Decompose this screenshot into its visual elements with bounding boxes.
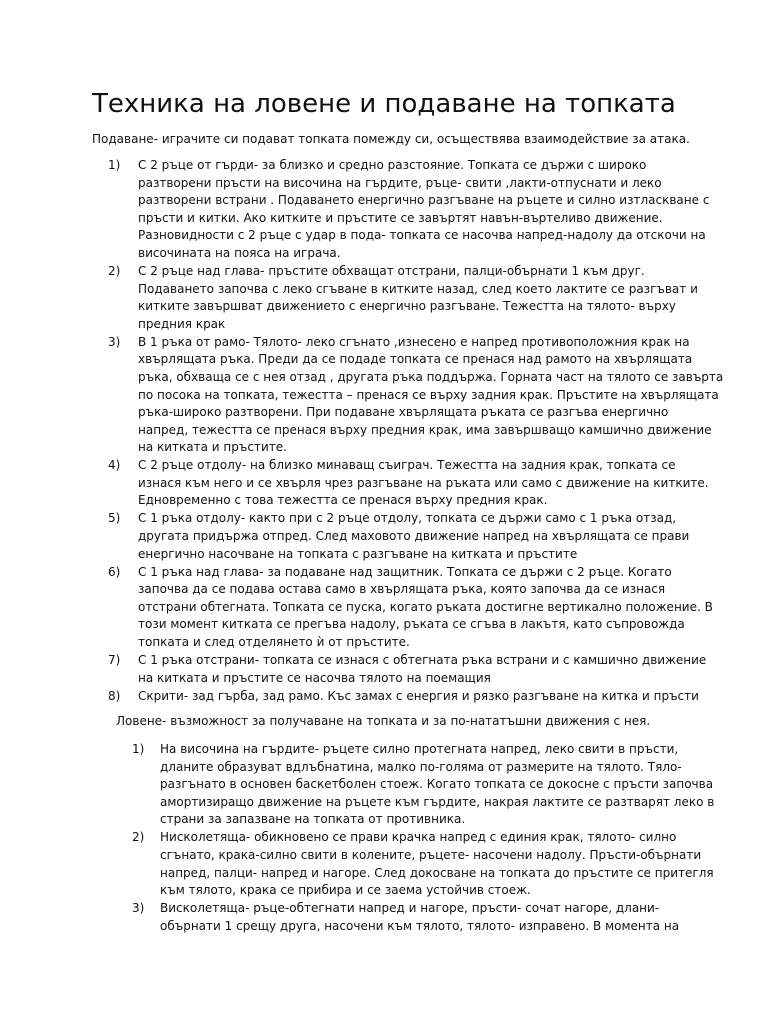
text-line: ръка, обхваща се с нея отзад , другата ръка поддържа. Горната част на тялото се завърта xyxy=(138,369,724,384)
text-line: Подаването започва с леко сгъване в китките назад, след което лактите се разгъват и xyxy=(138,281,698,296)
text-line: Скрити- зад гърба, зад рамо. Къс замах с енергия и рязко разгъване на китка и пръсти xyxy=(138,688,699,703)
text-line: височината на пояса на играча. xyxy=(138,245,341,260)
list-item-number: 8) xyxy=(108,688,121,703)
catching-list xyxy=(132,741,715,936)
text-line: сгънато, крака-силно свити в колените, ръцете- насочени надолу. Пръсти-обърнати xyxy=(160,847,702,862)
text-line: дланите образуват вдлъбнатина, малко по-голяма от размерите на тялото. Тяло- xyxy=(160,759,682,774)
list-item xyxy=(108,157,710,263)
text-line: напред, палци- напред и нагоре. След докосване на топката до пръстите се притегля xyxy=(160,865,714,880)
list-item-number: 2) xyxy=(132,830,145,845)
list-item xyxy=(108,457,709,510)
catching-intro: Ловене- възможност за получаване на топката и за по-нататъшни движения с нея. xyxy=(116,714,651,728)
list-item-text xyxy=(138,334,724,457)
list-item-text xyxy=(138,564,713,652)
list-item xyxy=(108,688,699,706)
text-line: изнася към него и се хвърля чрез разгъване на ръката или само с движение на китките. xyxy=(138,475,709,490)
text-line: този момент китката се прегъва надолу, ръката се сгъва в лакътя, като съпровожда xyxy=(138,617,685,632)
text-line: Нисколетяща- обикновено се прави крачка напред с единия крак, тялото- силно xyxy=(160,830,677,845)
list-item-text xyxy=(160,900,692,935)
list-item-number: 2) xyxy=(108,263,121,278)
text-line: Разновидности с 2 ръце с удар в пода- топката се насочва напред-надолу да отскочи на xyxy=(138,228,706,243)
list-item xyxy=(132,741,715,829)
list-item xyxy=(108,510,688,563)
text-line: На височина на гърдите- ръцете силно протегната напред, леко свити в пръсти, xyxy=(160,742,679,756)
text-line: С 1 ръка отдолу- както при с 2 ръце отдолу, топката се държи само с 1 ръка отзад, xyxy=(138,511,677,526)
list-item xyxy=(108,564,713,652)
list-item-number: 1) xyxy=(108,158,121,172)
list-item-text xyxy=(138,157,710,263)
list-item xyxy=(132,829,714,899)
text-line: В 1 ръка от рамо- Тялото- леко сгънато ,изнесено е напред противоположния крак на xyxy=(138,334,690,349)
text-line: китките завършват движението с енергично разгъване. Тежестта на тялото- върху xyxy=(138,299,676,314)
passing-intro: Подаване- играчите си подават топката помежду си, осъществява взаимодействие за атака. xyxy=(92,132,690,146)
list-item-text xyxy=(138,263,698,333)
text-line: пръсти и китки. Ако китките и пръстите се завъртят навън-въртеливо движение. xyxy=(138,210,663,225)
text-line: Едновременно с това тежестта се пренася върху предния крак. xyxy=(138,493,548,508)
text-line: С 2 ръце над глава- пръстите обхващат отстрани, палци-обърнати 1 към друг. xyxy=(138,263,645,278)
text-line: разтворени встрани . Подаването енергично разгъване на ръцете и силно изтласкване с xyxy=(138,193,710,208)
text-line: С 2 ръце отдолу- на близко минаващ съиграч. Тежестта на задния крак, топката се xyxy=(138,458,676,473)
text-line: С 1 ръка отстрани- топката се изнася с обтегната ръка встрани и с камшично движение xyxy=(138,652,707,667)
list-item-text xyxy=(138,652,707,687)
list-item xyxy=(108,334,724,457)
list-item-text xyxy=(138,457,709,510)
text-line: към тялото, крака се прибира и се заема устойчив стоеж. xyxy=(160,883,531,898)
list-item-number: 5) xyxy=(108,511,121,526)
passing-list xyxy=(108,157,724,706)
list-item-text xyxy=(160,741,715,829)
text-line: хвърлящата ръка. Преди да се подаде топката се пренася над рамото на хвърлящата xyxy=(138,352,693,367)
text-line: ръка-широко разтворени. При подаване хвърлящата ръката се разгъва енергично xyxy=(138,405,669,420)
list-item xyxy=(108,652,707,687)
text-line: С 2 ръце от гърди- за близко и средно разстояние. Топката се държи с широко xyxy=(138,158,647,172)
list-item-number: 3) xyxy=(132,901,145,916)
text-line: напред, тежестта се пренася върху предния крак, има завършващо камшично движение xyxy=(138,422,712,437)
text-line: предния крак xyxy=(138,316,226,331)
list-item-number: 3) xyxy=(108,334,121,349)
list-item-text xyxy=(138,688,699,706)
text-line: на китката и пръстите се насочва тялото на поемащия xyxy=(138,670,491,685)
text-line: другата придържа отпред. След маховото движение напред на хвърлящата се прави xyxy=(138,529,690,544)
text-line: разтворени пръсти на височина на гърдите, ръце- свити ,лакти-отпуснати и леко xyxy=(138,175,662,190)
text-line: страни за запазване на топката от противника. xyxy=(160,812,466,827)
text-line: обърнати 1 срещу друга, насочени към тялото, тялото- изправено. В момента на xyxy=(160,918,680,933)
list-item xyxy=(132,900,692,935)
text-line: амортизиращо движение на ръцете към гърдите, накрая лактите се разтварят леко в xyxy=(160,794,715,809)
document-title: Техника на ловене и подаване на топката xyxy=(92,89,676,119)
text-line: топката и след отделянето ѝ от пръстите. xyxy=(138,634,410,649)
text-line: по посока на топката, тежестта – пренася се върху задния крак. Пръстите на хвърлящата xyxy=(138,387,719,402)
list-item-number: 6) xyxy=(108,564,121,579)
list-item-number: 7) xyxy=(108,652,121,667)
text-line: започва да се подава остава само в хвърлящата ръка, която започва да се изнася xyxy=(138,582,666,597)
text-line: на китката и пръстите. xyxy=(138,440,287,455)
text-line: С 1 ръка над глава- за подаване над защитник. Топката се държи с 2 ръце. Когато xyxy=(138,564,672,579)
list-item xyxy=(108,263,698,333)
text-line: енергично насочване на топката с разгъване на китката и пръстите xyxy=(138,546,578,561)
text-line: Висколетяща- ръце-обтегнати напред и нагоре, пръсти- сочат нагоре, длани- xyxy=(160,901,660,916)
text-line: отстрани обтегната. Топката се пуска, когато ръката достигне вертикално положение. В xyxy=(138,599,713,614)
list-item-number: 1) xyxy=(132,742,145,756)
list-item-text xyxy=(160,829,714,899)
text-line: разгънато в основен баскетболен стоеж. Когато топката се докосне с пръсти започва xyxy=(160,777,714,792)
list-item-number: 4) xyxy=(108,458,121,473)
list-item-text xyxy=(138,510,688,563)
